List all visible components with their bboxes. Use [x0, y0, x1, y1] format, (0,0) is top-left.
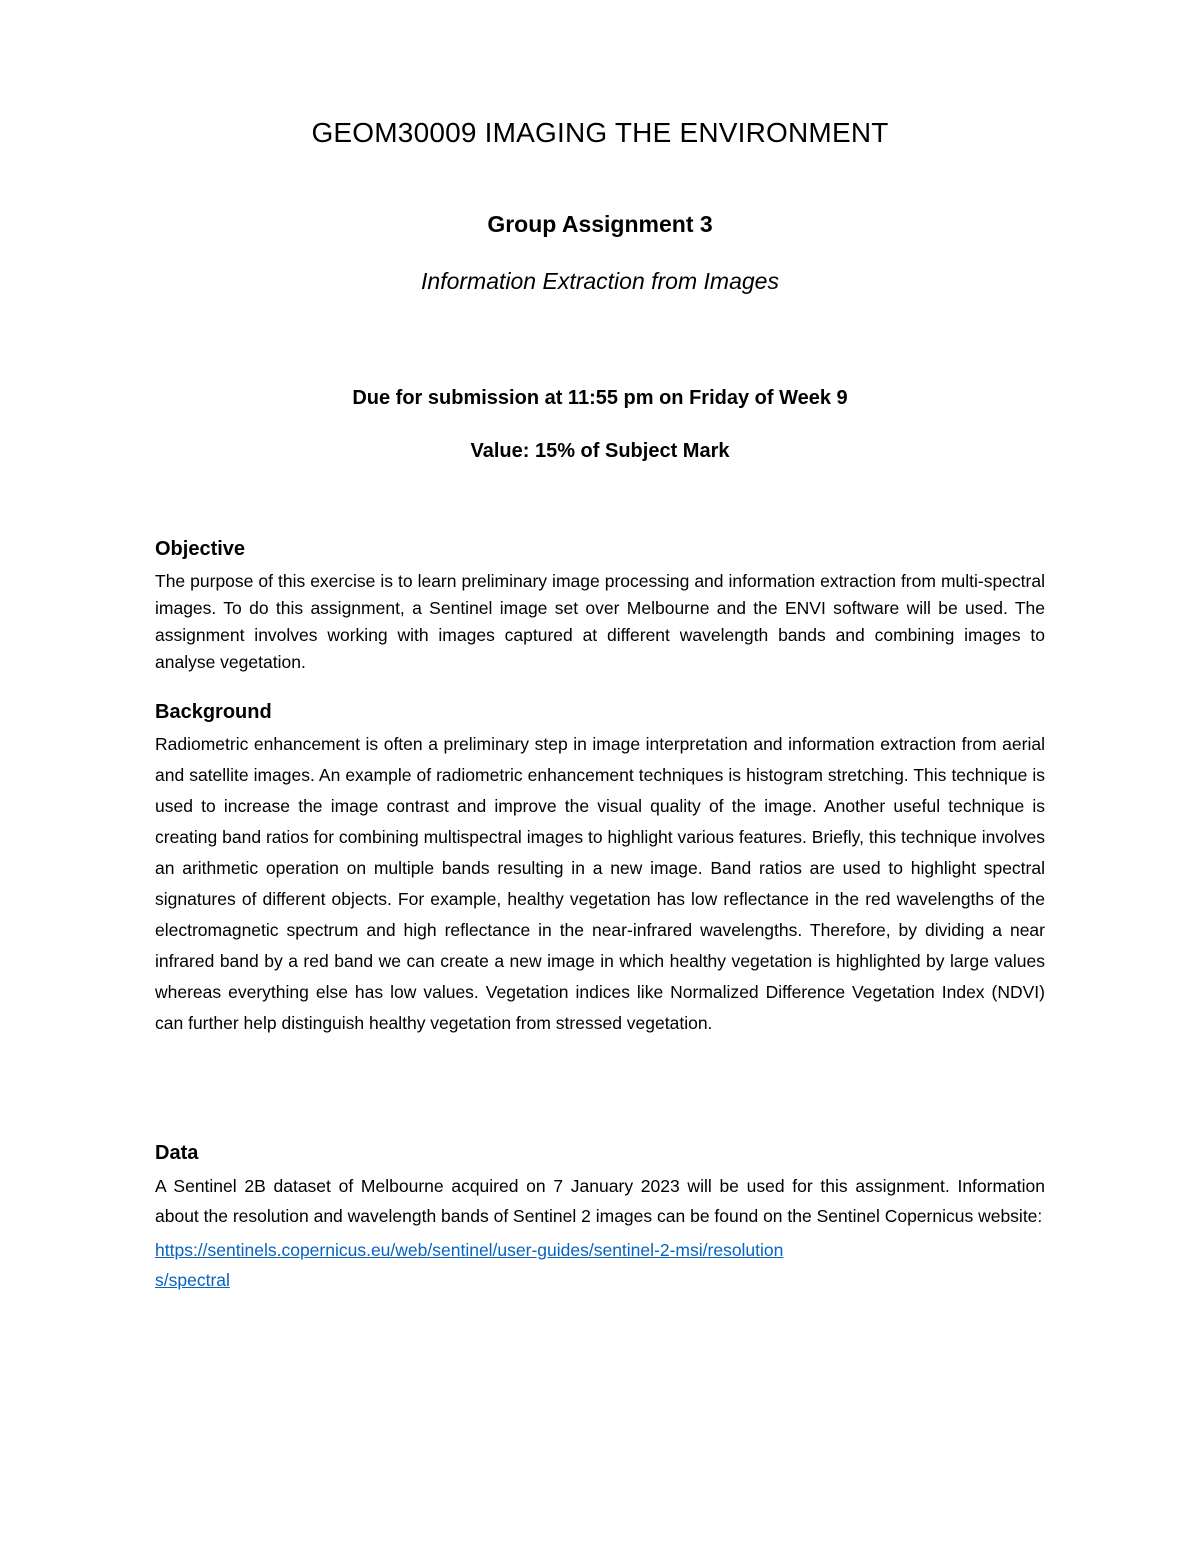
background-heading: Background	[155, 701, 272, 723]
due-date: Due for submission at 11:55 pm on Friday of Week 9	[352, 387, 848, 409]
sentinel-spectral-link[interactable]: https://sentinels.copernicus.eu/web/sentinel/user-guides/sentinel-2-msi/resolutions/spectral	[155, 1240, 784, 1290]
objective-paragraph: The purpose of this exercise is to learn preliminary image processing and information extraction from multi-spectral images. To do this assignment, a Sentinel image set over Melbourne and the ENVI software will be used. The assignment involves working with images captured at different wavelength bands and combining images to analyse vegetation.	[155, 571, 1045, 672]
data-section	[155, 1140, 1045, 1295]
assignment-subtitle: Information Extraction from Images	[421, 268, 779, 294]
objective-section	[155, 536, 1045, 676]
data-heading: Data	[155, 1142, 199, 1164]
objective-heading: Objective	[155, 538, 246, 560]
background-section	[155, 699, 1045, 1039]
background-paragraph: Radiometric enhancement is often a preliminary step in image interpretation and information extraction from aerial and satellite images. An example of radiometric enhancement techniques is histogram stretching. This technique is used to increase the image contrast and improve the visual quality of the image. Another useful technique is creating band ratios for combining multispectral images to highlight various features. Briefly, this technique involves an arithmetic operation on multiple bands resulting in a new image. Band ratios are used to highlight spectral signatures of different objects. For example, healthy vegetation has low reflectance in the red wavelengths of the electromagnetic spectrum and high reflectance in the near-infrared wavelengths. Therefore, by dividing a near infrared band by a red band we can create a new image in which healthy vegetation is highlighted by large values whereas everything else has low values. Vegetation indices like Normalized Difference Vegetation Index (NDVI) can further help distinguish healthy vegetation from stressed vegetation.	[155, 734, 1045, 1033]
assignment-value: Value: 15% of Subject Mark	[470, 440, 730, 462]
course-title: GEOM30009 IMAGING THE ENVIRONMENT	[311, 117, 889, 148]
data-paragraph: A Sentinel 2B dataset of Melbourne acquired on 7 January 2023 will be used for this assignment. Information about the resolution and wavelength bands of Sentinel 2 images can be found on the Sentinel Copernicus website:	[155, 1176, 1045, 1226]
assignment-title: Group Assignment 3	[487, 211, 713, 237]
